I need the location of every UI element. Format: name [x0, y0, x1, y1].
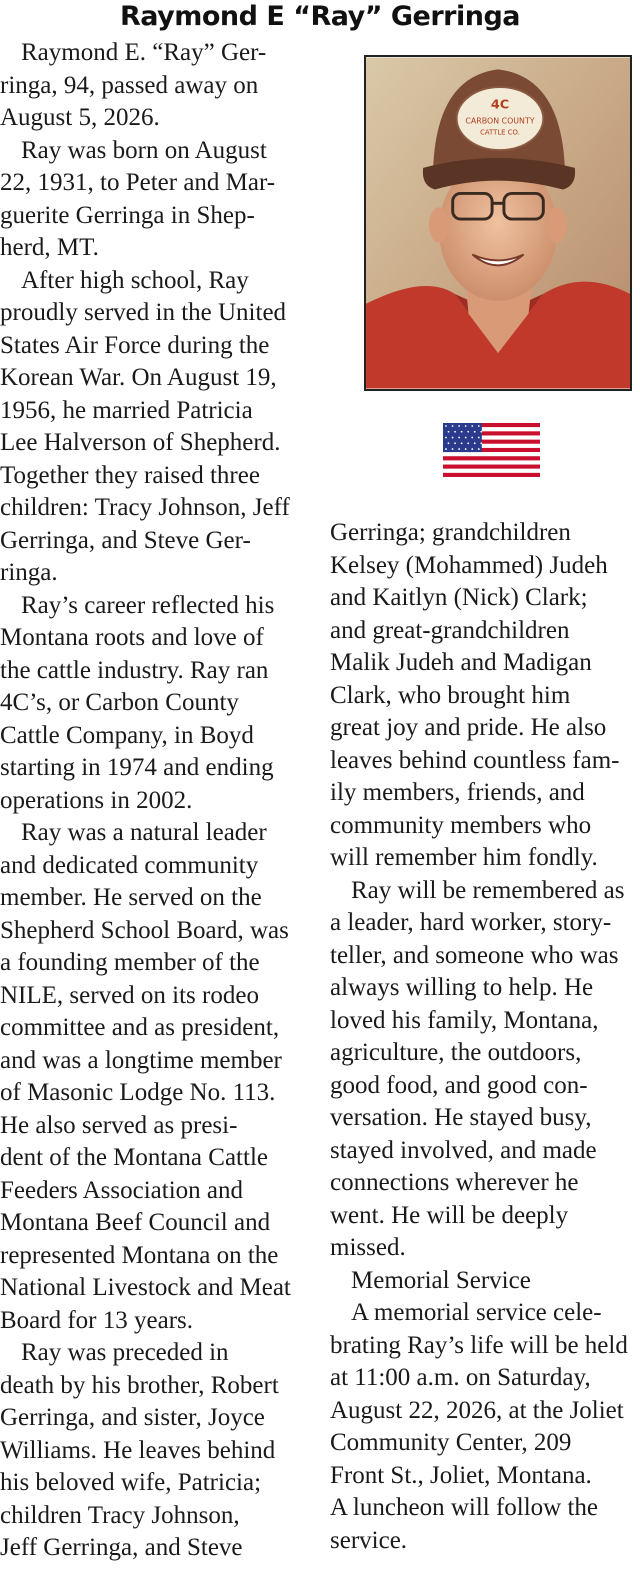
text-line: Ray will be remembered as	[351, 876, 625, 904]
text-line: Front St., Joliet, Montana.	[330, 1461, 592, 1489]
text-line: connections wherever he	[330, 1169, 579, 1196]
text-line: at 11:00 a.m. on Saturday,	[330, 1364, 591, 1391]
text-line: Raymond E. “Ray” Ger-	[21, 39, 267, 66]
text-line: Clark, who brought him	[330, 681, 571, 709]
text-line: Cattle Company, in Boyd	[0, 721, 254, 749]
text-line: August 5, 2026.	[0, 104, 160, 131]
text-line: Kelsey (Mohammed) Judeh	[330, 551, 608, 579]
text-line: leaves behind countless fam-	[330, 746, 620, 774]
text-line: Williams. He leaves behind	[0, 1436, 276, 1464]
text-line: children: Tracy Johnson, Jeff	[0, 494, 290, 521]
text-line: ringa, 94, passed away on	[0, 71, 259, 99]
text-line: A memorial service cele-	[351, 1299, 602, 1326]
text-line: children Tracy Johnson,	[0, 1501, 240, 1529]
svg-text:CARBON COUNTY: CARBON COUNTY	[465, 116, 535, 126]
text-line: Montana roots and love of	[0, 624, 264, 651]
text-line: ily members, friends, and	[330, 779, 585, 806]
text-line: good food, and good con-	[330, 1071, 588, 1099]
text-line: committee and as president,	[0, 1014, 280, 1041]
text-line: of Masonic Lodge No. 113.	[0, 1079, 276, 1106]
text-line: Jeff Gerringa, and Steve	[0, 1534, 243, 1561]
text-line: and Kaitlyn (Nick) Clark;	[330, 584, 588, 611]
text-line: herd, MT.	[0, 234, 99, 261]
text-line: great joy and pride. He also	[330, 714, 607, 741]
text-line: Ray was born on August	[21, 136, 267, 164]
text-line: Community Center, 209	[330, 1429, 572, 1456]
text-line: Ray’s career reflected his	[21, 591, 275, 619]
text-line: A luncheon will follow the	[330, 1494, 599, 1521]
text-line: NILE, served on its rodeo	[0, 981, 259, 1009]
text-line: Together they raised three	[0, 461, 260, 489]
text-line: Gerringa, and Steve Ger-	[0, 526, 251, 554]
text-line: Malik Judeh and Madigan	[330, 649, 592, 676]
text-line: will remember him fondly.	[330, 844, 598, 871]
text-line: a founding member of the	[0, 949, 260, 976]
text-line: and dedicated community	[0, 851, 259, 879]
hat-patch-text: 4C	[490, 97, 510, 113]
text-line: and was a longtime member	[0, 1046, 282, 1074]
text-line: Board for 13 years.	[0, 1306, 193, 1334]
text-line: brating Ray’s life will be held	[330, 1331, 628, 1359]
text-line: the cattle industry. Ray ran	[0, 656, 269, 684]
text-line: States Air Force during the	[0, 331, 270, 359]
text-line: teller, and someone who was	[330, 941, 619, 969]
text-line: August 22, 2026, at the Joliet	[330, 1396, 624, 1424]
obituary-title: Raymond E “Ray” Gerringa	[119, 1, 521, 32]
text-line: stayed involved, and made	[330, 1136, 597, 1164]
text-line: National Livestock and Meat	[0, 1274, 291, 1301]
text-line: missed.	[330, 1234, 406, 1261]
text-line: guerite Gerringa in Shep-	[0, 201, 255, 229]
text-line: death by his brother, Robert	[0, 1371, 279, 1399]
text-line: Korean War. On August 19,	[0, 364, 277, 391]
text-line: versation. He stayed busy,	[330, 1104, 592, 1131]
text-line: service.	[330, 1526, 408, 1554]
text-line: 1956, he married Patricia	[0, 396, 253, 424]
text-line: Shepherd School Board, was	[0, 916, 289, 944]
text-line: and great-grandchildren	[330, 616, 570, 644]
text-line: Ray was a natural leader	[21, 819, 267, 846]
text-line: Montana Beef Council and	[0, 1209, 271, 1236]
text-line: his beloved wife, Patricia;	[0, 1469, 262, 1496]
obituary-right-column	[330, 517, 640, 1557]
text-line: Memorial Service	[351, 1266, 531, 1294]
text-line: always willing to help. He	[330, 974, 594, 1001]
text-line: a leader, hard worker, story-	[330, 909, 612, 936]
text-line: loved his family, Montana,	[330, 1006, 599, 1034]
text-line: Ray was preceded in	[21, 1339, 229, 1366]
obituary-left-column	[0, 37, 322, 1565]
text-line: community members who	[330, 811, 592, 839]
text-line: went. He will be deeply	[330, 1201, 569, 1229]
text-line: starting in 1974 and ending	[0, 754, 274, 781]
us-flag-icon	[443, 423, 540, 477]
text-line: agriculture, the outdoors,	[330, 1039, 582, 1066]
text-line: dent of the Montana Cattle	[0, 1144, 268, 1171]
text-line: ringa.	[0, 559, 58, 586]
text-line: represented Montana on the	[0, 1241, 279, 1269]
text-line: Gerringa; grandchildren	[330, 519, 571, 546]
text-line: Lee Halverson of Shepherd.	[0, 429, 281, 456]
text-line: proudly served in the United	[0, 299, 287, 326]
portrait-photo	[364, 55, 632, 391]
svg-text:CATTLE CO.: CATTLE CO.	[480, 128, 520, 137]
text-line: Feeders Association and	[0, 1176, 244, 1204]
text-line: After high school, Ray	[21, 266, 249, 294]
text-line: 22, 1931, to Peter and Mar-	[0, 169, 276, 196]
text-line: member. He served on the	[0, 884, 262, 911]
text-line: 4C’s, or Carbon County	[0, 689, 239, 716]
text-line: operations in 2002.	[0, 786, 193, 814]
text-line: Gerringa, and sister, Joyce	[0, 1404, 265, 1431]
text-line: He also served as presi-	[0, 1111, 238, 1139]
